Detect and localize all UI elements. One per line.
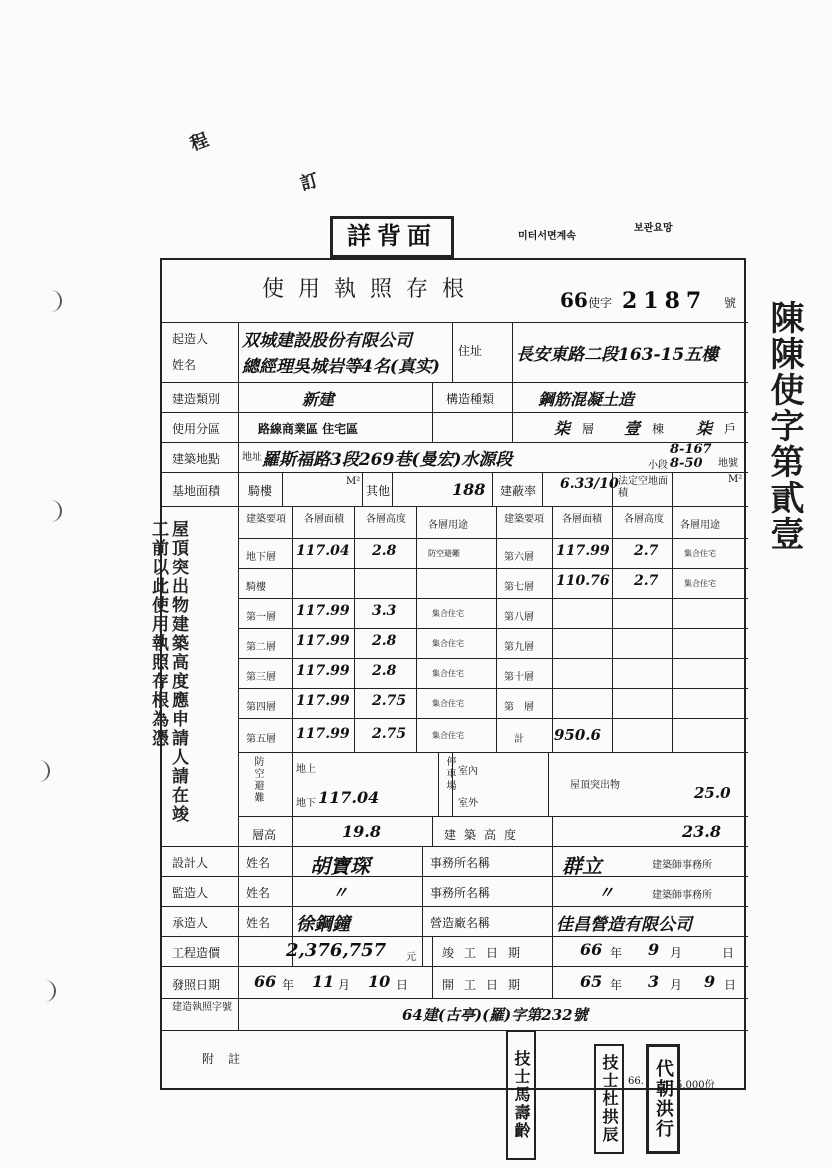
- permit-label: 建造執照字號: [172, 1002, 232, 1013]
- floor-name-right-3: 第九層: [504, 642, 534, 653]
- detail-back-stamp: 詳背面: [330, 216, 454, 258]
- rule: [162, 876, 748, 877]
- builder-name-line1: 双城建設股份有限公司: [242, 331, 412, 351]
- completion-year: 66: [580, 940, 603, 959]
- commence-month: 3: [648, 972, 660, 991]
- floor-height: 2.8: [372, 633, 397, 649]
- completion-year-word: 年: [610, 946, 623, 960]
- form-title: 使用執照存根: [262, 277, 479, 302]
- signature-stamp-3: 代朝洪行: [646, 1044, 680, 1154]
- floor-area: 117.99: [556, 543, 610, 559]
- build-type-label: 建造類別: [172, 392, 221, 406]
- floor-use: 防空避難: [428, 549, 460, 558]
- floor-area: 117.99: [296, 603, 350, 619]
- col-item-right: 建築要項: [504, 514, 544, 525]
- legal-open-label: 法定空地面積: [618, 476, 668, 499]
- coverage-label: 建蔽率: [500, 484, 537, 498]
- cost-value: 2,376,757: [286, 940, 387, 961]
- top-left-note-1: 程: [187, 129, 212, 156]
- rule: [432, 382, 433, 412]
- rule: [672, 506, 673, 752]
- right-margin-note: 陳陳使字第貳壹: [764, 300, 804, 552]
- top-left-note-2: 訂: [297, 169, 321, 195]
- commence-year-word: 年: [610, 978, 623, 992]
- contractor-name: 徐鋼鐘: [296, 914, 350, 935]
- base-area-label: 基地面積: [172, 484, 221, 498]
- roof-label: 屋頂突出物: [570, 780, 620, 791]
- rule: [432, 412, 433, 442]
- floor-name-right-5: 第 層: [504, 702, 534, 713]
- supervisor-label: 監造人: [172, 886, 209, 900]
- issue-year-word: 年: [282, 978, 295, 992]
- note-label: 附註: [202, 1052, 255, 1066]
- use-zone-label: 使用分區: [172, 422, 221, 436]
- rule: [492, 472, 493, 506]
- structure-label: 構造種類: [446, 392, 495, 406]
- cost-unit: 元: [406, 952, 416, 963]
- floor-height: 2.7: [634, 543, 659, 559]
- contractor-name-label: 姓名: [246, 916, 271, 930]
- signature-stamp-2: 技士杜拱辰: [594, 1044, 624, 1154]
- shelter-below-value: 117.04: [318, 788, 380, 807]
- rule: [542, 472, 543, 506]
- floor-name-right-6: 計: [514, 734, 524, 745]
- rule: [422, 846, 423, 966]
- col-height-right: 各層高度: [624, 514, 664, 525]
- land-number-value-1: 8-167: [670, 442, 712, 457]
- rule: [162, 998, 748, 999]
- footer-copies: 5,000份: [676, 1080, 715, 1091]
- rule: [392, 472, 393, 506]
- site-address-value: 羅斯福路3段269巷(曼宏)水源段: [262, 450, 513, 470]
- floor-use: 集合住宅: [432, 669, 464, 678]
- rule: [162, 936, 748, 937]
- building-height-value: 23.8: [682, 822, 721, 841]
- floor-height: 3.3: [372, 603, 397, 619]
- other-value: 188: [452, 480, 486, 499]
- site-label: 建築地點: [172, 452, 221, 466]
- firm-label: 營造廠名稱: [430, 916, 491, 930]
- land-number-label: 小段: [648, 460, 668, 471]
- floor-name: 第四層: [246, 702, 276, 713]
- supervisor-office-label: 事務所名稱: [430, 886, 491, 900]
- floor-use: 集合住宅: [432, 699, 464, 708]
- roof-value: 25.0: [694, 784, 731, 802]
- col-area-right: 各層面積: [562, 514, 602, 525]
- floors-value-1: 柒: [554, 419, 571, 438]
- punch-hole: [42, 500, 62, 522]
- office-suffix: 建築師事務所: [652, 860, 712, 871]
- issue-month: 11: [312, 972, 335, 991]
- floor-name: 第六層: [504, 552, 534, 563]
- floor-name-right-4: 第十層: [504, 672, 534, 683]
- rule: [512, 412, 513, 442]
- issue-day: 10: [368, 972, 391, 991]
- commence-label: 開工日期: [442, 978, 531, 992]
- floor-use: 集合住宅: [432, 731, 464, 740]
- rule: [162, 846, 748, 847]
- completion-day-word: 日: [722, 946, 735, 960]
- rule: [162, 1030, 748, 1031]
- rule: [162, 322, 748, 323]
- rule: [552, 936, 553, 998]
- supervisor-office: 〃: [598, 883, 615, 902]
- floor-height: 2.8: [372, 543, 397, 559]
- issue-label: 發照日期: [172, 978, 221, 992]
- punch-hole: [42, 290, 62, 312]
- floor-area: 117.99: [296, 726, 350, 742]
- rule: [162, 442, 748, 443]
- floor-name: 第三層: [246, 672, 276, 683]
- license-suffix: 號: [724, 296, 737, 310]
- floor-name: 騎樓: [246, 582, 266, 593]
- floor-use: 集合住宅: [684, 579, 716, 588]
- col-item-left: 建築要項: [246, 514, 286, 525]
- rule: [162, 472, 748, 473]
- use-zone-value: 路線商業區 住宅區: [258, 422, 359, 436]
- floor-area: 117.99: [296, 633, 350, 649]
- col-area-left: 各層面積: [304, 514, 344, 525]
- floors-value-3: 柒: [696, 419, 713, 438]
- right-top-stamp-2: 보관요망: [634, 223, 673, 234]
- floor-use: 集合住宅: [432, 609, 464, 618]
- commence-day-word: 日: [724, 978, 737, 992]
- floor-name: 第一層: [246, 612, 276, 623]
- rule: [548, 752, 549, 816]
- designer-name: 胡寶琛: [310, 854, 370, 878]
- parking-out: 室外: [458, 798, 478, 809]
- completion-month-word: 月: [670, 946, 683, 960]
- floor-name: 第五層: [246, 734, 276, 745]
- rule: [496, 506, 497, 752]
- floor-name: 第二層: [246, 642, 276, 653]
- floors-label-2: 棟: [652, 422, 665, 436]
- completion-label: 竣工日期: [442, 946, 531, 960]
- other-label: 其他: [366, 484, 391, 498]
- firm-value: 佳昌營造有限公司: [556, 915, 692, 935]
- supervisor-office-suffix: 建築師事務所: [652, 890, 712, 901]
- rule: [162, 966, 748, 967]
- cost-label: 工程造價: [172, 946, 221, 960]
- floor-area: 117.99: [296, 693, 350, 709]
- rule: [552, 506, 553, 752]
- address-value: 長安東路二段163-15五樓: [516, 345, 719, 365]
- coverage-value: 6.33/10: [560, 476, 619, 492]
- commence-day: 9: [704, 972, 716, 991]
- arcade-label: 騎樓: [248, 484, 273, 498]
- floor-height: 2.75: [372, 693, 407, 709]
- rule: [162, 906, 748, 907]
- arcade-unit: M²: [346, 476, 361, 487]
- floors-label-3: 戶: [724, 422, 737, 436]
- punch-hole: [30, 760, 50, 782]
- builder-label: 起造人: [172, 332, 209, 346]
- commence-month-word: 月: [670, 978, 683, 992]
- structure-value: 鋼筋混凝土造: [538, 390, 635, 409]
- footer-code: 66.: [628, 1076, 644, 1087]
- build-type-value: 新建: [302, 390, 335, 409]
- rule: [292, 506, 293, 846]
- issue-month-word: 月: [338, 978, 351, 992]
- floor-area: 117.04: [296, 543, 350, 559]
- punch-hole: [36, 980, 56, 1002]
- parking-in: 室內: [458, 766, 478, 777]
- floors-label-1: 層: [582, 422, 595, 436]
- rule: [512, 382, 513, 412]
- name-label: 姓名: [172, 358, 197, 372]
- rule: [432, 936, 433, 998]
- rule: [238, 322, 239, 1030]
- floor-area: 117.99: [296, 663, 350, 679]
- address-label: 住址: [458, 344, 483, 358]
- rule: [162, 382, 748, 383]
- floor-height-value: 19.8: [342, 822, 381, 841]
- land-number-value-2: 8-50: [670, 456, 703, 471]
- building-height-label: 建築高度: [444, 828, 525, 842]
- floor-total-area: 950.6: [554, 726, 601, 744]
- license-number: 2187: [622, 288, 708, 314]
- parking-label: 停車場: [444, 756, 455, 792]
- floor-height: 2.8: [372, 663, 397, 679]
- commence-year: 65: [580, 972, 603, 991]
- shelter-above: 地上: [296, 764, 316, 775]
- rule: [162, 506, 748, 507]
- col-use-right: 各層用途: [680, 520, 720, 531]
- designer-name-label: 姓名: [246, 856, 271, 870]
- floor-height: 2.7: [634, 573, 659, 589]
- supervisor-name: 〃: [332, 883, 349, 902]
- floor-name-right-2: 第八層: [504, 612, 534, 623]
- rule: [432, 816, 433, 846]
- rule: [354, 506, 355, 752]
- rule: [612, 506, 613, 752]
- floor-name: 地下層: [246, 552, 276, 563]
- floor-name: 第七層: [504, 582, 534, 593]
- floors-value-2: 壹: [624, 419, 641, 438]
- rule: [238, 816, 748, 817]
- left-margin-note: 屋頂突出物建築高度應申請人請在竣工前以此使用執照存根為憑: [148, 520, 188, 824]
- license-char: 使字: [588, 296, 613, 310]
- floor-height-label: 層高: [252, 828, 277, 842]
- issue-day-word: 日: [396, 978, 409, 992]
- builder-name-line2: 總經理吳城岩等4名(真实): [242, 357, 440, 377]
- supervisor-name-label: 姓名: [246, 886, 271, 900]
- designer-label: 設計人: [172, 856, 209, 870]
- floor-height: 2.75: [372, 726, 407, 742]
- issue-year: 66: [254, 972, 277, 991]
- floor-use: 集合住宅: [432, 639, 464, 648]
- col-height-left: 各層高度: [366, 514, 406, 525]
- right-top-stamp-1: 미터서면계속: [518, 231, 576, 242]
- rule: [672, 472, 673, 506]
- rule: [162, 412, 748, 413]
- rule: [552, 816, 553, 846]
- rule: [438, 752, 439, 816]
- shelter-below: 地下: [296, 798, 316, 809]
- completion-month: 9: [648, 940, 660, 959]
- rule: [362, 472, 363, 506]
- col-use-left: 各層用途: [428, 520, 468, 531]
- land-number-suffix: 地號: [718, 458, 738, 469]
- legal-open-unit: M²: [728, 474, 743, 485]
- office-label: 事務所名稱: [430, 856, 491, 870]
- contractor-label: 承造人: [172, 916, 209, 930]
- signature-stamp-1: 技士馬壽齡: [506, 1030, 536, 1160]
- rule: [512, 322, 513, 382]
- rule: [416, 506, 417, 752]
- permit-value: 64建(古亭)(羅)字第232號: [402, 1006, 588, 1024]
- office-value: 群立: [562, 854, 602, 878]
- rule: [238, 752, 748, 753]
- site-address-label: 地址: [242, 452, 262, 463]
- floor-area: 110.76: [556, 573, 610, 589]
- rule: [452, 322, 453, 382]
- license-year: 66: [560, 288, 588, 312]
- rule: [282, 472, 283, 506]
- license-form: [160, 258, 746, 1090]
- shelter-label: 防空避難: [252, 756, 263, 804]
- floor-use: 集合住宅: [684, 549, 716, 558]
